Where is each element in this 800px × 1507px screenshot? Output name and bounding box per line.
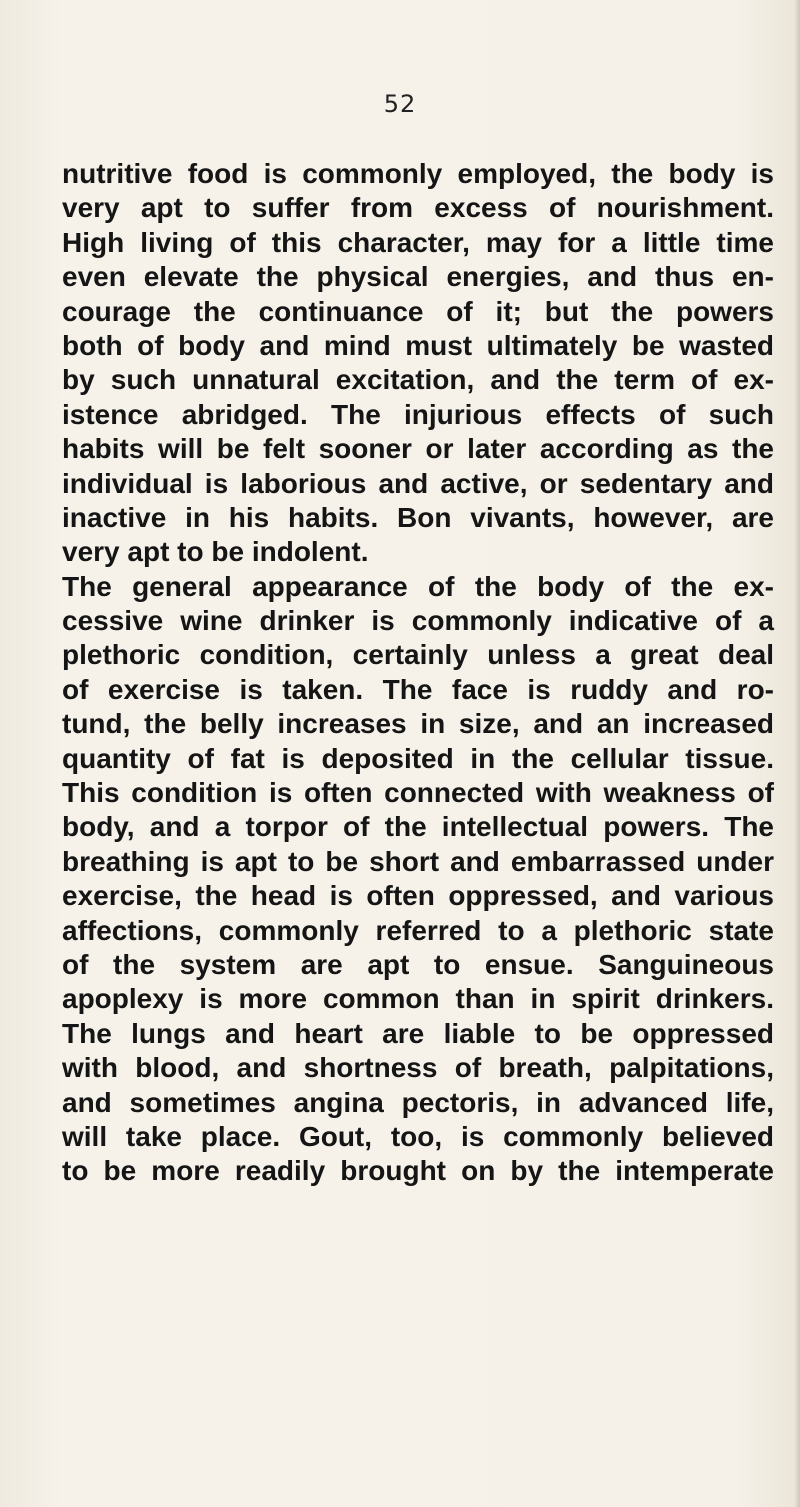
- text-line: and sometimes angina pectoris, in advanced life,: [62, 1086, 774, 1118]
- body-text: [62, 157, 774, 1189]
- text-line: courage the continuance of it; but the powers: [62, 295, 774, 327]
- text-line: The lungs and heart are liable to be oppressed: [62, 1017, 774, 1049]
- text-line: both of body and mind must ultimately be wasted: [62, 329, 774, 361]
- text-line: very apt to suffer from excess of nourishment.: [62, 192, 774, 224]
- text-line: of exercise is taken. The face is ruddy and ro-: [62, 673, 774, 705]
- text-line: plethoric condition, certainly unless a great deal: [62, 639, 774, 671]
- text-line: nutritive food is commonly employed, the body is: [62, 158, 774, 189]
- text-line: habits will be felt sooner or later according as the: [62, 433, 774, 465]
- text-line: individual is laborious and active, or sedentary and: [62, 467, 774, 499]
- page-number: 52: [383, 90, 417, 118]
- text-line: apoplexy is more common than in spirit drinkers.: [62, 983, 774, 1015]
- text-line: This condition is often connected with weakness of: [62, 777, 774, 809]
- text-line: tund, the belly increases in size, and an increased: [62, 708, 774, 740]
- text-line: body, and a torpor of the intellectual powers. The: [62, 811, 774, 843]
- text-line: quantity of fat is deposited in the cellular tissue.: [62, 742, 774, 774]
- text-line: with blood, and shortness of breath, palpitations,: [62, 1052, 774, 1084]
- text-line: breathing is apt to be short and embarrassed under: [62, 845, 774, 877]
- text-line: High living of this character, may for a little time: [62, 226, 774, 258]
- text-line: to be more readily brought on by the intemperate: [62, 1155, 774, 1187]
- text-line: even elevate the physical energies, and thus en-: [62, 261, 774, 293]
- page-edge-shadow: [794, 0, 800, 1507]
- text-line: by such unnatural excitation, and the term of ex-: [62, 364, 774, 396]
- text-line: cessive wine drinker is commonly indicative of a: [62, 605, 774, 637]
- paragraph-start-line: The general appearance of the body of the ex-: [62, 570, 774, 602]
- text-line: will take place. Gout, too, is commonly believed: [62, 1120, 774, 1152]
- text-line: istence abridged. The injurious effects of such: [62, 398, 774, 430]
- text-line: affections, commonly referred to a plethoric state: [62, 914, 774, 946]
- paragraph-end-line: very apt to be indolent.: [62, 536, 369, 568]
- text-line: inactive in his habits. Bon vivants, however, are: [62, 501, 774, 533]
- text-line: exercise, the head is often oppressed, and various: [62, 880, 774, 912]
- text-line: of the system are apt to ensue. Sanguineous: [62, 948, 774, 980]
